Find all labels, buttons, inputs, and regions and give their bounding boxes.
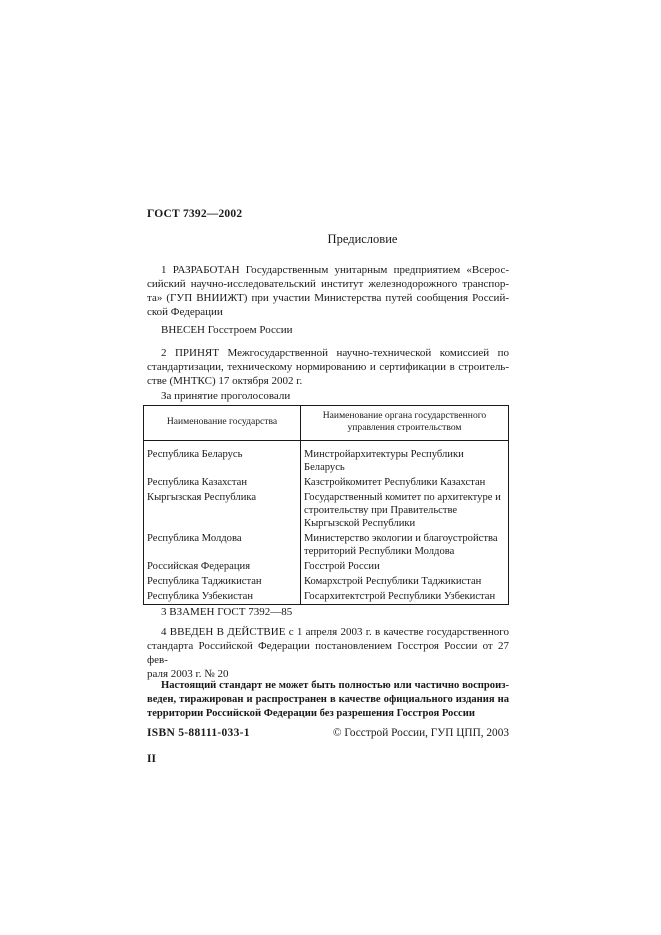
section-adopted-line-2: стандартизации, техническому нормированию и сертификации в строитель- bbox=[147, 361, 509, 373]
section-developed-line-3: та» (ГУП ВНИИЖТ) при участии Министерства путей сообщения Россий- bbox=[147, 292, 509, 304]
section-adopted bbox=[147, 346, 509, 388]
section-developed bbox=[147, 263, 509, 319]
voted-caption-text: За принятие проголосовали bbox=[161, 390, 291, 402]
governing-body: Государственный комитет по архитектуре и строительству при Правительстве Кыргызской Республики bbox=[301, 490, 509, 531]
table-row bbox=[144, 589, 509, 605]
voting-table bbox=[143, 405, 509, 605]
section-effective bbox=[147, 625, 509, 681]
section-developed-line-1: 1 РАЗРАБОТАН Государственным унитарным предприятием «Всерос- bbox=[161, 264, 509, 276]
governing-body: Минстройархитектуры Республики Беларусь bbox=[301, 441, 509, 476]
copyright-notice bbox=[147, 679, 509, 721]
governing-body: Госстрой России bbox=[301, 559, 509, 574]
state-name: Республика Беларусь bbox=[144, 441, 301, 476]
section-replaces bbox=[147, 605, 509, 619]
header-governing-body: Наименование органа государственного управления строительством bbox=[301, 406, 509, 441]
header-state: Наименование государства bbox=[144, 406, 301, 441]
copyright-line: © Госстрой России, ГУП ЦПП, 2003 bbox=[332, 727, 509, 739]
section-developed-line-2: сийский научно-исследовательский институт железнодорожного транспор- bbox=[147, 278, 509, 290]
page-number: II bbox=[147, 753, 156, 765]
page-title: Предисловие bbox=[327, 232, 398, 246]
table-row bbox=[144, 441, 509, 476]
state-name: Республика Узбекистан bbox=[144, 589, 301, 605]
notice-line-2: веден, тиражирован и распространен в качестве официального издания на bbox=[147, 694, 509, 705]
state-name: Республика Таджикистан bbox=[144, 574, 301, 589]
notice-line-1: Настоящий стандарт не может быть полностью или частично воспроиз- bbox=[161, 680, 509, 691]
state-name: Российская Федерация bbox=[144, 559, 301, 574]
section-replaces-text: 3 ВЗАМЕН ГОСТ 7392—85 bbox=[161, 606, 293, 618]
document-code-header: ГОСТ 7392—2002 bbox=[147, 208, 243, 220]
table-row bbox=[144, 559, 509, 574]
voting-table-header-row bbox=[144, 406, 509, 441]
governing-body: Министерство экологии и благоустройства территорий Республики Молдова bbox=[301, 531, 509, 559]
state-name: Кыргызская Республика bbox=[144, 490, 301, 531]
introduced-by bbox=[147, 323, 509, 337]
table-row bbox=[144, 574, 509, 589]
section-adopted-line-3: стве (МНТКС) 17 октября 2002 г. bbox=[147, 375, 303, 387]
state-name: Республика Казахстан bbox=[144, 475, 301, 490]
governing-body: Госархитектстрой Республики Узбекистан bbox=[301, 589, 509, 605]
section-effective-line-1: 4 ВВЕДЕН В ДЕЙСТВИЕ с 1 апреля 2003 г. в качестве государственного bbox=[161, 626, 509, 638]
voted-caption bbox=[147, 389, 509, 403]
state-name: Республика Молдова bbox=[144, 531, 301, 559]
table-row bbox=[144, 531, 509, 559]
section-effective-line-2: стандарта Российской Федерации постановлением Госстроя России от 27 фев- bbox=[147, 640, 509, 666]
section-effective-line-3: раля 2003 г. № 20 bbox=[147, 668, 229, 680]
introduced-by-text: ВНЕСЕН Госстроем России bbox=[161, 324, 293, 336]
governing-body: Комархстрой Республики Таджикистан bbox=[301, 574, 509, 589]
isbn: ISBN 5-88111-033-1 bbox=[147, 727, 250, 739]
section-developed-line-4: ской Федерации bbox=[147, 306, 223, 318]
governing-body: Казстройкомитет Республики Казахстан bbox=[301, 475, 509, 490]
table-row bbox=[144, 475, 509, 490]
notice-line-3: территории Российской Федерации без разрешения Госстроя России bbox=[147, 708, 475, 719]
section-adopted-line-1: 2 ПРИНЯТ Межгосударственной научно-технической комиссией по bbox=[161, 347, 509, 359]
table-row bbox=[144, 490, 509, 531]
